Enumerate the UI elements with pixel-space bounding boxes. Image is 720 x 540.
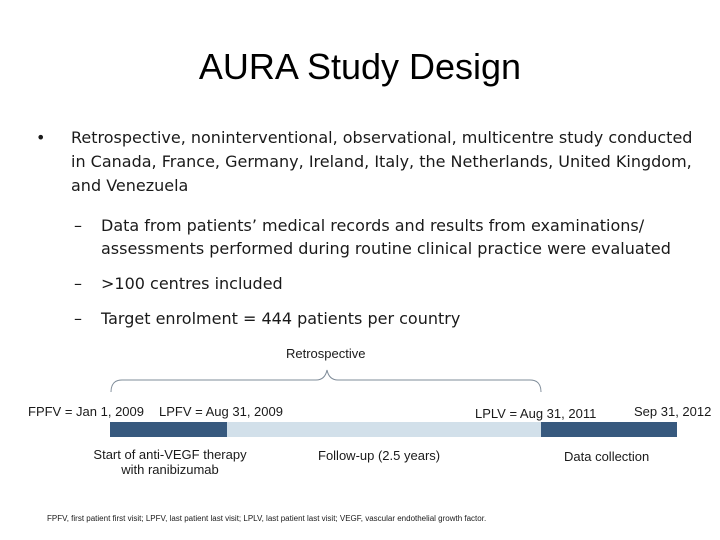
fpfv-label: FPFV = Jan 1, 2009 bbox=[28, 404, 144, 419]
dash-marker: – bbox=[74, 216, 82, 235]
data-collection-label: Data collection bbox=[564, 449, 650, 464]
bullet-dot: • bbox=[36, 128, 46, 147]
retrospective-label: Retrospective bbox=[286, 346, 366, 361]
dash-marker: – bbox=[74, 309, 82, 328]
followup-label: Follow-up (2.5 years) bbox=[318, 448, 441, 463]
sub-bullet-text: Target enrolment = 444 patients per country bbox=[101, 309, 461, 328]
timeline-segment-data-collection bbox=[541, 422, 677, 437]
sub-bullet-text: >100 centres included bbox=[101, 274, 283, 293]
retrospective-brace bbox=[111, 370, 541, 392]
main-bullet-text: Retrospective, noninterventional, observational, multicentre study conducted in Canada, France, Germany, Ireland, Italy, the Netherlands, United Kingdom, and Venezuela bbox=[71, 128, 693, 195]
lpfv-label: LPFV = Aug 31, 2009 bbox=[159, 404, 283, 419]
lplv-label: LPLV = Aug 31, 2011 bbox=[475, 406, 597, 421]
end-date-label: Sep 31, 2012 bbox=[634, 404, 712, 419]
sub-bullet-text: Data from patients’ medical records and results from examinations/ assessments performed during routine clinical practice were evaluated bbox=[101, 216, 671, 258]
timeline-segment-followup bbox=[227, 422, 541, 437]
footnote: FPFV, first patient first visit; LPFV, last patient last visit; LPLV, last patient last visit; VEGF, vascular endothelial growth factor. bbox=[47, 514, 487, 523]
timeline-segment-start bbox=[110, 422, 227, 437]
dash-marker: – bbox=[74, 274, 82, 293]
slide-title: AURA Study Design bbox=[198, 46, 522, 87]
start-therapy-label: Start of anti-VEGF therapy with ranibizumab bbox=[93, 447, 247, 477]
